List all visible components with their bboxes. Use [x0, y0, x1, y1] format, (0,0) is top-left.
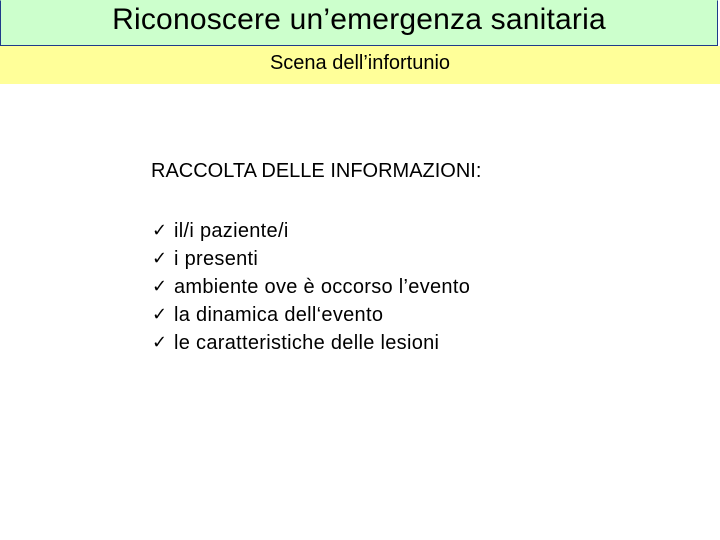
check-icon: ✓: [152, 304, 168, 325]
subtitle-bar: [0, 46, 720, 84]
list-item-label: il/i paziente/i: [174, 219, 289, 242]
check-icon: ✓: [152, 248, 168, 269]
list-item: [152, 273, 470, 301]
list-item-label: la dinamica dell‘evento: [174, 303, 384, 326]
list-item-label: ambiente ove è occorso l’evento: [174, 275, 471, 298]
list-item-label: i presenti: [174, 247, 259, 270]
page-title: Riconoscere un’emergenza sanitaria: [112, 3, 606, 36]
list-item-label: le caratteristiche delle lesioni: [174, 331, 440, 354]
list-item: [152, 329, 470, 357]
section-heading: RACCOLTA DELLE INFORMAZIONI:: [151, 160, 482, 182]
list-item: [152, 301, 470, 329]
check-icon: ✓: [152, 332, 168, 353]
check-icon: ✓: [152, 220, 168, 241]
check-icon: ✓: [152, 276, 168, 297]
list-item: [152, 245, 470, 273]
title-bar: [0, 0, 718, 46]
page-subtitle: Scena dell’infortunio: [269, 52, 451, 74]
list-item: [152, 217, 470, 245]
info-checklist: [152, 217, 470, 357]
